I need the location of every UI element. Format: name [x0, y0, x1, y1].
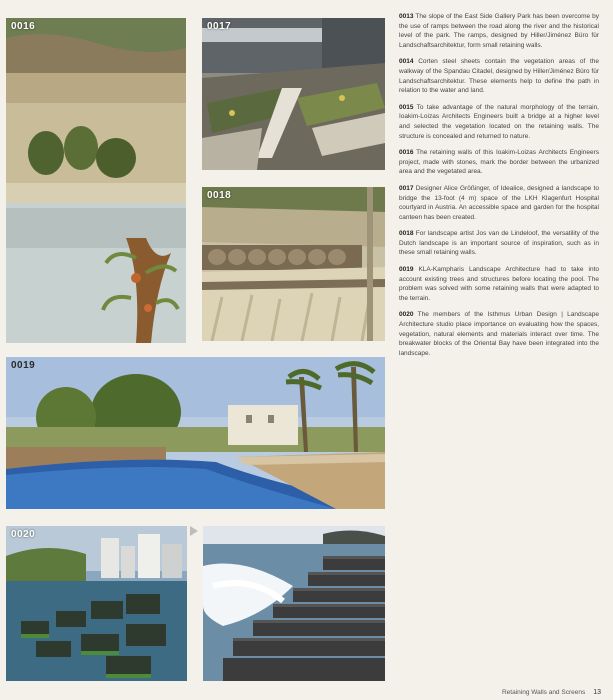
- photo-0019-label: 0019: [11, 360, 36, 371]
- photo-0019-image: [6, 357, 385, 509]
- arrow-marker-icon: [190, 526, 198, 536]
- caption-text: KLA-Kampharis Landscape Architecture had to take into account existing trees and structures before locating the pool. The problem was solved with some retaining walls that were adapted to the terrain.: [399, 266, 599, 302]
- caption-text: Designer Alice Größinger, of Idealice, designed a landscape to bridge the 13-foot (4 m) space of the LKH Klagenfurt Hospital courtyard in Austria. An accessible space and garden for the hospital canteen has been created.: [399, 184, 599, 221]
- caption-0014: [399, 57, 599, 95]
- caption-text: The members of the Isthmus Urban Design | Landscape Architecture studio place importance on evaluating how the spaces, vegetation, natural elements and materials interact over time. The breakwater blocks of the Oriental Bay have been integrated into the landscape.: [399, 311, 599, 357]
- caption-0020: [399, 310, 599, 358]
- caption-0015: [399, 103, 599, 141]
- photo-0016-label: 0016: [11, 21, 36, 32]
- photo-0017-image: [202, 18, 385, 170]
- photo-0019: [6, 357, 385, 509]
- caption-number: 0016: [399, 149, 414, 157]
- caption-number: 0020: [399, 311, 414, 319]
- caption-text: For landscape artist Jos van de Lindeloof, the versatility of the Dutch landscape is an important source of inspiration, such as in these small retaining walls.: [399, 230, 600, 257]
- caption-column: [399, 12, 599, 365]
- photo-0016-image: [6, 18, 186, 343]
- photo-0017: [202, 18, 385, 170]
- page-footer: [502, 689, 601, 696]
- caption-text: The slope of the East Side Gallery Park has been overcome by the use of ramps between the road along the river and the historical level of the park. The ramps, designed by Hiller/Jiménez Büro für Landschaftsarchitektur, form small retaining walls.: [399, 13, 599, 49]
- caption-text: The retaining walls of this Ioakim-Loizas Architects Engineers project, made with stones, mark the border between the urbanized area and the vegetated area.: [399, 149, 599, 176]
- photo-0018-label: 0018: [207, 190, 232, 201]
- photo-0017-label: 0017: [207, 21, 232, 32]
- caption-0018: [399, 229, 599, 258]
- caption-number: 0015: [399, 103, 414, 111]
- photo-0020-detail-image: [203, 526, 385, 681]
- photo-0020-detail: [203, 526, 385, 681]
- photo-0018: [202, 187, 385, 341]
- photo-0020-label: 0020: [11, 529, 36, 540]
- caption-number: 0013: [399, 13, 414, 20]
- caption-0019: [399, 265, 599, 303]
- caption-text: Corten steel sheets contain the vegetation areas of the walkway of the Spandau Citadel, designed by Hiller/Jiménez Büro für Landschaftsarchitektur. These elements help to define the path in relation to the water and land.: [399, 58, 599, 95]
- caption-number: 0019: [399, 266, 414, 274]
- caption-text: To take advantage of the natural morphology of the terrain, Ioakim-Loizas Architects Engineers built a bridge at a higher level and selected the vegetation located on the retaining walls. The structure is concealed and returned to nature.: [399, 103, 599, 140]
- caption-number: 0014: [399, 58, 414, 66]
- photo-0020: [6, 526, 187, 681]
- caption-0016: [399, 148, 599, 177]
- photo-0020-image: [6, 526, 187, 681]
- caption-number: 0017: [399, 184, 414, 192]
- page-number: 13: [593, 689, 601, 696]
- caption-number: 0018: [399, 230, 414, 238]
- photo-0016: [6, 18, 186, 343]
- section-title: Retaining Walls and Screens: [501, 689, 586, 696]
- caption-0013: [399, 12, 599, 50]
- caption-0017: [399, 184, 599, 222]
- photo-0018-image: [202, 187, 385, 341]
